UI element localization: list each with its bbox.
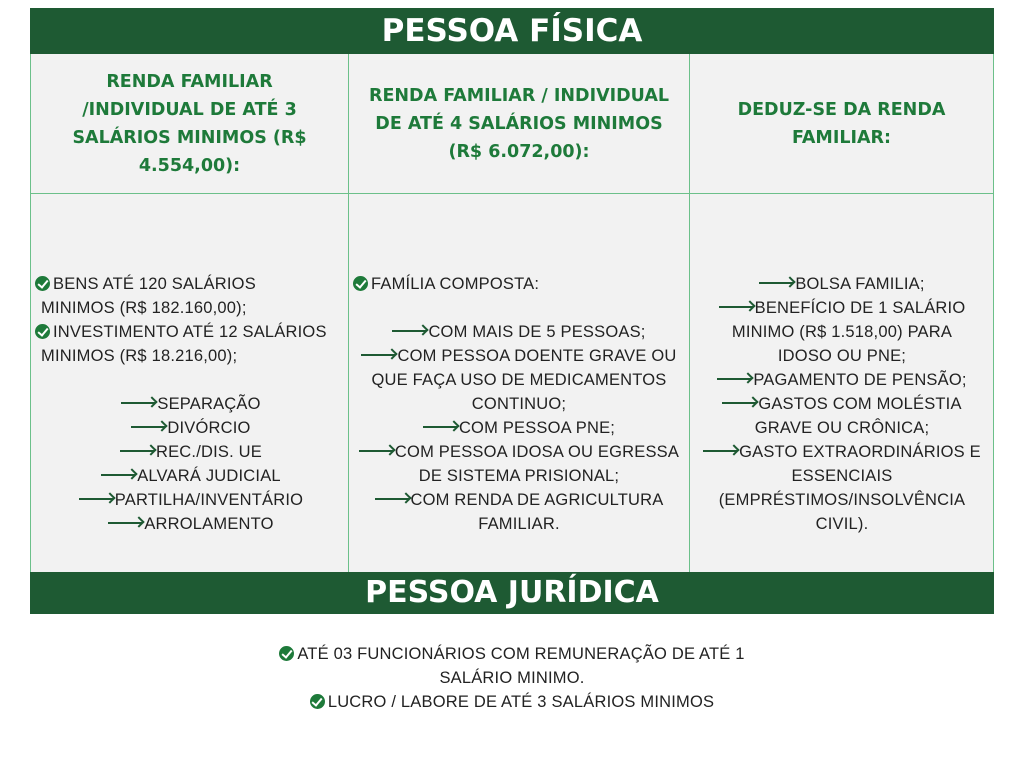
arrow-right-icon	[121, 402, 155, 404]
arrow-right-icon	[423, 426, 457, 428]
list-item: GASTO EXTRAORDINÁRIOS E	[739, 443, 981, 461]
arrow-right-icon	[101, 474, 135, 476]
pessoa-juridica-banner: PESSOA JURÍDICA	[30, 572, 994, 614]
list-item: PARTILHA/INVENTÁRIO	[114, 491, 304, 509]
list-item: QUE FAÇA USO DE MEDICAMENTOS	[371, 371, 667, 389]
col3-body	[693, 272, 991, 536]
arrow-right-icon	[717, 378, 751, 380]
col1-header: RENDA FAMILIAR /INDIVIDUAL DE ATÉ 3 SALÁRIOS MINIMOS (R$ 4.554,00):	[72, 71, 307, 176]
list-item: (EMPRÉSTIMOS/INSOLVÊNCIA	[718, 491, 966, 509]
list-item: COM PESSOA IDOSA OU EGRESSA	[394, 443, 680, 461]
pessoa-fisica-banner: PESSOA FÍSICA	[30, 8, 994, 54]
list-item: ATÉ 03 FUNCIONÁRIOS COM REMUNERAÇÃO DE ATÉ 1	[297, 645, 745, 663]
arrow-right-icon	[703, 450, 737, 452]
arrow-right-icon	[759, 282, 793, 284]
list-item: ARROLAMENTO	[144, 515, 274, 533]
list-item: BENEFÍCIO DE 1 SALÁRIO	[754, 299, 966, 317]
col2-body	[353, 272, 685, 536]
list-item: SALÁRIO MINIMO.	[439, 669, 585, 687]
arrow-right-icon	[120, 450, 154, 452]
list-item: IDOSO OU PNE;	[777, 347, 907, 365]
list-item: GASTOS COM MOLÉSTIA	[758, 395, 962, 413]
pessoa-juridica-body	[0, 642, 1024, 714]
list-item: COM PESSOA PNE;	[458, 419, 616, 437]
list-item: FAMÍLIA COMPOSTA:	[371, 275, 540, 293]
list-item: BENS ATÉ 120 SALÁRIOS	[53, 275, 256, 293]
col3-header: DEDUZ-SE DA RENDA FAMILIAR:	[737, 99, 946, 148]
list-item: COM RENDA DE AGRICULTURA	[410, 491, 664, 509]
arrow-right-icon	[108, 522, 142, 524]
col2-header: RENDA FAMILIAR / INDIVIDUAL DE ATÉ 4 SALÁRIOS MINIMOS (R$ 6.072,00):	[368, 85, 670, 162]
list-item: CIVIL).	[815, 515, 869, 533]
list-item: INVESTIMENTO ATÉ 12 SALÁRIOS	[53, 323, 327, 341]
pessoa-fisica-table	[30, 54, 994, 572]
list-item: LUCRO / LABORE DE ATÉ 3 SALÁRIOS MINIMOS	[327, 693, 715, 711]
arrow-right-icon	[375, 498, 409, 500]
list-item: CONTINUO;	[471, 395, 567, 413]
list-item: FAMILIAR.	[478, 515, 560, 533]
arrow-right-icon	[392, 330, 426, 332]
list-item: MINIMO (R$ 1.518,00) PARA	[731, 323, 953, 341]
arrow-right-icon	[361, 354, 395, 356]
arrow-right-icon	[719, 306, 753, 308]
row-divider	[31, 193, 993, 194]
list-item: BOLSA FAMILIA;	[795, 275, 925, 293]
list-item: ALVARÁ JUDICIAL	[137, 467, 281, 485]
list-item: SEPARAÇÃO	[157, 395, 261, 413]
list-item: DIVÓRCIO	[167, 419, 251, 437]
list-item: COM PESSOA DOENTE GRAVE OU	[397, 347, 677, 365]
list-item: MINIMOS (R$ 18.216,00);	[41, 347, 238, 365]
check-circle-icon	[35, 276, 50, 291]
list-item: GRAVE OU CRÔNICA;	[754, 419, 930, 437]
check-circle-icon	[310, 694, 325, 709]
check-circle-icon	[35, 324, 50, 339]
list-item: MINIMOS (R$ 182.160,00);	[41, 299, 247, 317]
list-item: ESSENCIAIS	[791, 467, 893, 485]
arrow-right-icon	[722, 402, 756, 404]
list-item: PAGAMENTO DE PENSÃO;	[753, 371, 967, 389]
list-item: REC./DIS. UE	[155, 443, 262, 461]
list-item: COM MAIS DE 5 PESSOAS;	[428, 323, 646, 341]
arrow-right-icon	[359, 450, 393, 452]
col1-body	[35, 272, 347, 536]
arrow-right-icon	[79, 498, 113, 500]
arrow-right-icon	[131, 426, 165, 428]
list-item: DE SISTEMA PRISIONAL;	[418, 467, 620, 485]
check-circle-icon	[353, 276, 368, 291]
check-circle-icon	[279, 646, 294, 661]
